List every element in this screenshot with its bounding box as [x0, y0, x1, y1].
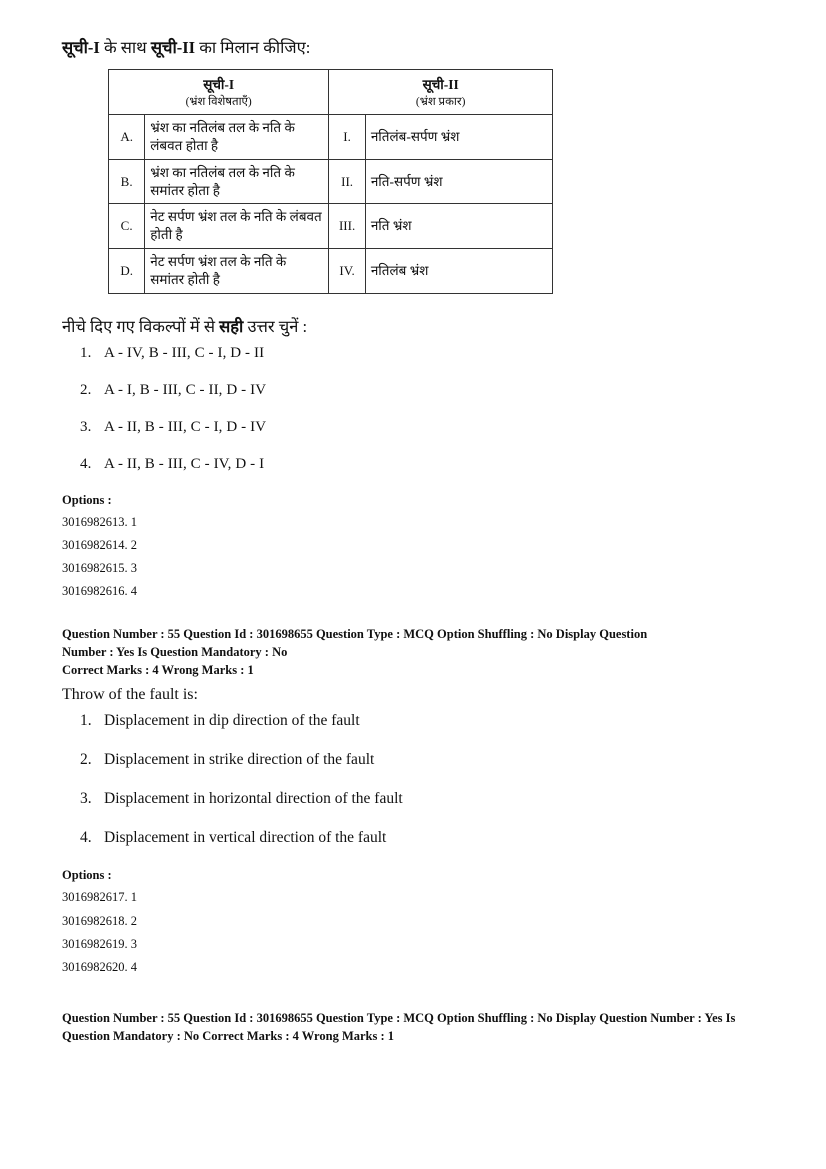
option-text: A - II, B - III, C - I, D - IV [104, 418, 267, 435]
meta-line-2: Number : Yes Is Question Mandatory : No [62, 1010, 736, 1044]
meta-line-3: Correct Marks : 4 Wrong Marks : 1 [202, 1029, 395, 1044]
match-table [108, 69, 553, 294]
row-key-iii: III. [329, 204, 365, 249]
option-id: 3016982617. 1 [62, 890, 137, 905]
choose-line-bold: सही [219, 316, 244, 336]
option-number: 3. [80, 790, 92, 808]
header-list-2-subtitle: (भ्रंश प्रकार) [415, 96, 466, 109]
row-text-ii: नति-सर्पण भ्रंश [365, 159, 552, 204]
option-id: 3016982616. 4 [62, 583, 137, 598]
option-id: 3016982620. 4 [62, 959, 137, 974]
option-text: Displacement in horizontal direction of the fault [104, 790, 403, 808]
english-question-stem: Throw of the fault is: [62, 686, 198, 704]
row-text-c: नेट सर्पण भ्रंश तल के नति के लंबवत होती है [145, 204, 329, 249]
row-text-iii: नति भ्रंश [365, 204, 552, 249]
table-row [109, 159, 553, 204]
list-item[interactable] [62, 751, 762, 769]
option-number: 4. [80, 455, 92, 472]
table-header-row [109, 70, 553, 115]
options-header: Options : [62, 492, 112, 507]
meta-line-1: Question Number : 55 Question Id : 301698655 Question Type : MCQ Option Shuffling : No Display Question [62, 627, 648, 642]
meta-line-1: Question Number : 55 Question Id : 301698655 Question Type : MCQ Option Shuffling : No Display Question [62, 1010, 648, 1025]
row-text-iv: नतिलंब भ्रंश [365, 248, 552, 293]
option-id: 3016982613. 1 [62, 514, 137, 529]
row-text-a: भ्रंश का नतिलंब तल के नति के लंबवत होता है [145, 115, 329, 160]
option-text: Displacement in vertical direction of the fault [104, 829, 387, 847]
options-header: Options : [62, 868, 112, 883]
row-text-d: नेट सर्पण भ्रंश तल के नति के समांतर होती है [145, 248, 329, 293]
row-key-a: A. [109, 115, 145, 160]
row-key-i: I. [329, 115, 365, 160]
choose-line-before: नीचे दिए गए विकल्पों में से [62, 316, 220, 336]
header-list-1-title: सूची-I [203, 77, 235, 93]
option-number: 1. [80, 712, 92, 730]
english-options-id-block [62, 868, 762, 979]
header-list-2 [329, 70, 553, 115]
question-meta-block-1 [62, 625, 762, 679]
row-key-d: D. [109, 248, 145, 293]
row-key-ii: II. [329, 159, 365, 204]
option-id: 3016982614. 2 [62, 537, 137, 552]
header-list-1-subtitle: (भ्रंश विशेषताएँ) [185, 96, 252, 109]
option-id: 3016982618. 2 [62, 913, 137, 928]
list-2-label: सूची-II [150, 38, 196, 57]
page-content [62, 36, 762, 1045]
option-number: 2. [80, 381, 92, 398]
option-id: 3016982615. 3 [62, 560, 137, 575]
choose-correct-answer-line [62, 314, 762, 337]
row-text-i: नतिलंब-सर्पण भ्रंश [365, 115, 552, 160]
row-text-b: भ्रंश का नतिलंब तल के नति के समांतर होता है [145, 159, 329, 204]
option-text: A - IV, B - III, C - I, D - II [104, 344, 265, 361]
list-item[interactable] [62, 829, 762, 847]
choose-line-after: उत्तर चुनें : [243, 316, 308, 336]
option-number: 3. [80, 418, 92, 435]
option-text: Displacement in strike direction of the fault [104, 751, 375, 769]
option-number: 1. [80, 344, 92, 361]
question-meta-block-2 [62, 1009, 762, 1045]
option-number: 4. [80, 829, 92, 847]
table-row [109, 115, 553, 160]
hindi-match-prompt [62, 36, 762, 59]
table-row [109, 248, 553, 293]
option-text: A - II, B - III, C - IV, D - I [104, 455, 265, 472]
list-item[interactable] [62, 382, 762, 399]
meta-line-2: Number : Yes Is Question Mandatory : No [62, 645, 288, 660]
meta-line-3: Correct Marks : 4 Wrong Marks : 1 [62, 663, 254, 678]
list-item[interactable] [62, 345, 762, 362]
row-key-b: B. [109, 159, 145, 204]
option-text: Displacement in dip direction of the fault [104, 712, 360, 730]
option-number: 2. [80, 751, 92, 769]
list-1-label: सूची-I [62, 38, 100, 57]
english-answer-options [62, 712, 762, 847]
match-table-wrapper [108, 69, 553, 294]
list-item[interactable] [62, 456, 762, 473]
row-key-c: C. [109, 204, 145, 249]
row-key-iv: IV. [329, 248, 365, 293]
prompt-end-text: का मिलान कीजिए: [195, 38, 311, 57]
table-row [109, 204, 553, 249]
hindi-answer-options [62, 345, 762, 473]
header-list-2-title: सूची-II [422, 77, 459, 93]
list-item[interactable] [62, 712, 762, 730]
list-item[interactable] [62, 790, 762, 808]
hindi-options-id-block [62, 493, 762, 604]
list-item[interactable] [62, 419, 762, 436]
header-list-1 [109, 70, 329, 115]
prompt-mid-text: के साथ [99, 38, 151, 57]
option-id: 3016982619. 3 [62, 936, 137, 951]
option-text: A - I, B - III, C - II, D - IV [104, 381, 267, 398]
